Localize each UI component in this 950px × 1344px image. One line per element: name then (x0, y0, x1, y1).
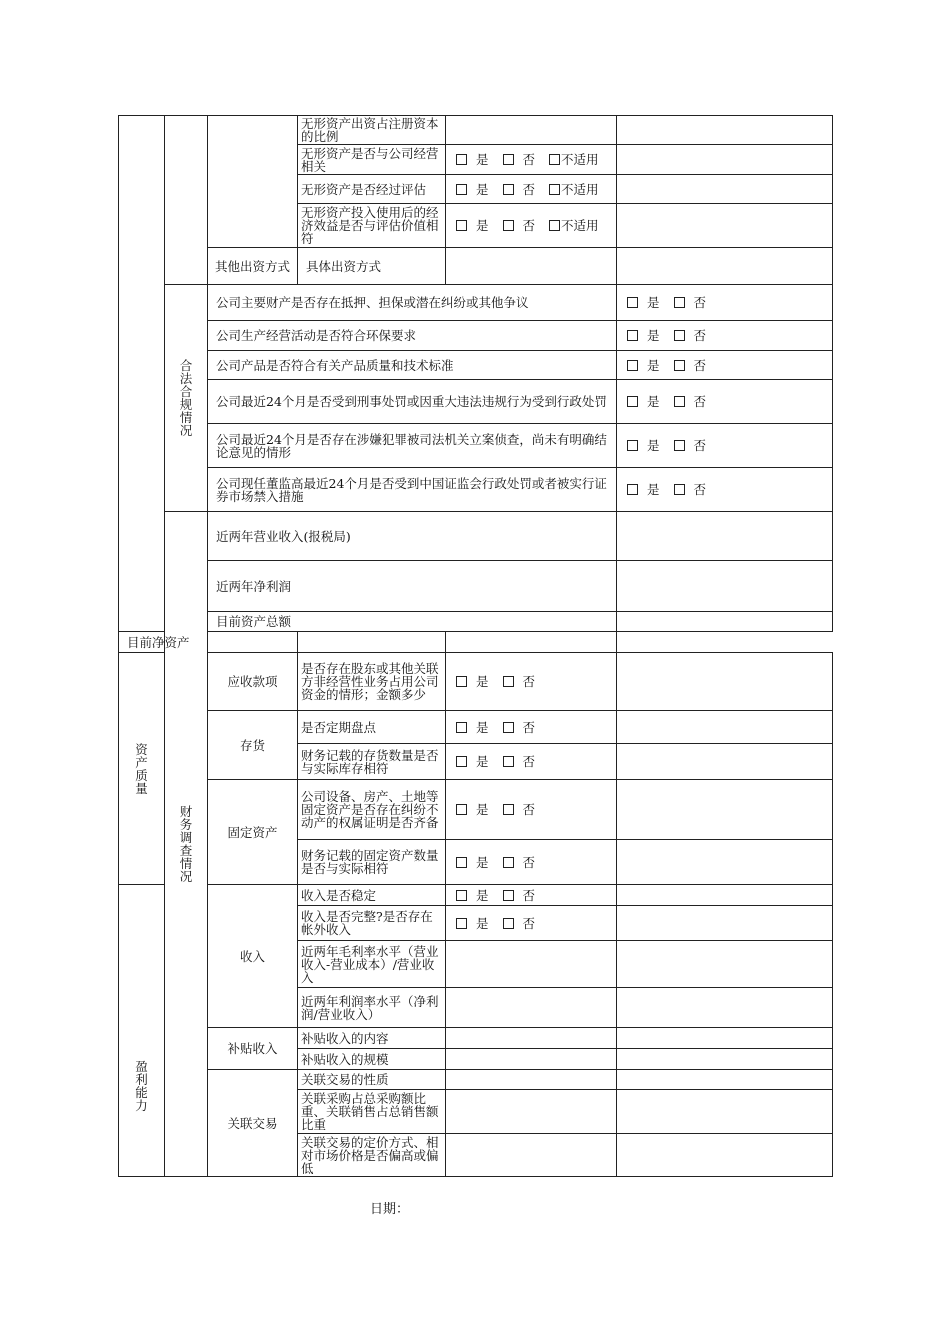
no-checkbox[interactable] (503, 918, 514, 929)
subsidy-item-2: 补贴收入的规模 (298, 1049, 446, 1070)
compliance-section-title: 合法合规情况 (165, 285, 208, 512)
fixed-assets-item-1-note[interactable] (617, 780, 833, 840)
yes-checkbox[interactable] (456, 756, 467, 767)
related-party-category: 关联交易 (208, 1070, 298, 1177)
related-party-item-2-input[interactable] (446, 1090, 617, 1134)
yes-checkbox[interactable] (627, 440, 638, 451)
top-section-cell (119, 116, 165, 632)
income-item-2-note[interactable] (617, 906, 833, 941)
yes-checkbox[interactable] (627, 330, 638, 341)
inventory-item-1-note[interactable] (617, 711, 833, 744)
due-diligence-table (118, 115, 833, 1177)
na-checkbox[interactable] (549, 184, 560, 195)
compliance-item-options: 是 否 (617, 351, 833, 380)
intangible-category-cell (208, 116, 298, 248)
related-party-item-3-note[interactable] (617, 1134, 833, 1177)
yes-checkbox[interactable] (456, 857, 467, 868)
compliance-item-label: 公司主要财产是否存在抵押、担保或潜在纠纷或其他争议 (208, 285, 617, 321)
income-category: 收入 (208, 885, 298, 1028)
receivables-category: 应收款项 (208, 653, 298, 711)
no-checkbox[interactable] (674, 360, 685, 371)
intangible-assessed-label: 无形资产是否经过评估 (298, 175, 446, 204)
no-checkbox[interactable] (503, 184, 514, 195)
yes-checkbox[interactable] (627, 360, 638, 371)
subsidy-item-1: 补贴收入的内容 (298, 1028, 446, 1049)
net-assets-note[interactable] (446, 632, 617, 653)
related-party-item-2-note[interactable] (617, 1090, 833, 1134)
other-contribution-label: 具体出资方式 (298, 248, 446, 285)
receivables-item: 是否存在股东或其他关联方非经营性业务占用公司资金的情形；金额多少 (298, 653, 446, 711)
no-checkbox[interactable] (674, 484, 685, 495)
other-contribution-input[interactable] (446, 248, 617, 285)
no-checkbox[interactable] (503, 220, 514, 231)
compliance-item-label: 公司产品是否符合有关产品质量和技术标准 (208, 351, 617, 380)
no-checkbox[interactable] (674, 330, 685, 341)
subsidy-category: 补贴收入 (208, 1028, 298, 1070)
fixed-assets-item-1-options: 是 否 (446, 780, 617, 840)
revenue-input[interactable] (617, 512, 833, 561)
compliance-item-options: 是 否 (617, 321, 833, 351)
income-item-4: 近两年利润率水平（净利润/营业收入） (298, 988, 446, 1028)
income-item-1: 收入是否稳定 (298, 885, 446, 906)
income-item-3: 近两年毛利率水平（营业收入-营业成本）/营业收入 (298, 941, 446, 988)
contribution-subsection-cell (165, 116, 208, 285)
yes-checkbox[interactable] (456, 918, 467, 929)
no-checkbox[interactable] (503, 756, 514, 767)
intangible-benefit-options: 是 否 不适用 (446, 204, 617, 248)
na-checkbox[interactable] (549, 220, 560, 231)
asset-quality-title: 资产质量 (119, 653, 165, 885)
revenue-label: 近两年营业收入(报税局) (208, 512, 617, 561)
inventory-category: 存货 (208, 711, 298, 780)
related-party-item-1-note[interactable] (617, 1070, 833, 1090)
yes-checkbox[interactable] (456, 154, 467, 165)
intangible-ratio-input[interactable] (446, 116, 617, 145)
na-checkbox[interactable] (549, 154, 560, 165)
no-checkbox[interactable] (674, 396, 685, 407)
no-checkbox[interactable] (503, 722, 514, 733)
no-checkbox[interactable] (503, 154, 514, 165)
no-checkbox[interactable] (674, 297, 685, 308)
intangible-related-note[interactable] (617, 145, 833, 175)
other-contribution-category: 其他出资方式 (208, 248, 298, 285)
yes-checkbox[interactable] (456, 890, 467, 901)
other-contribution-note[interactable] (617, 248, 833, 285)
income-item-3-note[interactable] (617, 941, 833, 988)
yes-checkbox[interactable] (456, 184, 467, 195)
intangible-related-label: 无形资产是否与公司经营相关 (298, 145, 446, 175)
subsidy-item-1-note[interactable] (617, 1028, 833, 1049)
receivables-options: 是 否 (446, 653, 617, 711)
inventory-item-2-options: 是 否 (446, 744, 617, 780)
inventory-item-2-note[interactable] (617, 744, 833, 780)
yes-checkbox[interactable] (627, 396, 638, 407)
finance-section-title: 财务调查情况 (165, 512, 208, 1177)
income-item-4-input[interactable] (446, 988, 617, 1028)
inventory-item-2: 财务记载的存货数量是否与实际库存相符 (298, 744, 446, 780)
profitability-title: 盈利能力 (119, 885, 165, 1177)
no-checkbox[interactable] (503, 676, 514, 687)
net-assets-label: 目前净资产 (119, 632, 298, 653)
no-checkbox[interactable] (503, 804, 514, 815)
compliance-item-options: 是 否 (617, 468, 833, 512)
no-checkbox[interactable] (503, 857, 514, 868)
income-item-1-note[interactable] (617, 885, 833, 906)
yes-checkbox[interactable] (627, 297, 638, 308)
yes-checkbox[interactable] (456, 722, 467, 733)
compliance-item-options: 是 否 (617, 380, 833, 424)
net-assets-input[interactable] (298, 632, 446, 653)
fixed-assets-category: 固定资产 (208, 780, 298, 885)
compliance-item-label: 公司生产经营活动是否符合环保要求 (208, 321, 617, 351)
subsidy-item-2-input[interactable] (446, 1049, 617, 1070)
no-checkbox[interactable] (674, 440, 685, 451)
related-party-item-3-input[interactable] (446, 1134, 617, 1177)
fixed-assets-item-2-note[interactable] (617, 840, 833, 885)
compliance-item-label: 公司最近24个月是否受到刑事处罚或因重大违法违规行为受到行政处罚 (208, 380, 617, 424)
total-assets-input[interactable] (617, 612, 833, 632)
intangible-assessed-options: 是 否 不适用 (446, 175, 617, 204)
yes-checkbox[interactable] (456, 220, 467, 231)
total-assets-label: 目前资产总额 (208, 612, 617, 632)
compliance-item-label: 公司现任董监高最近24个月是否受到中国证监会行政处罚或者被实行证券市场禁入措施 (208, 468, 617, 512)
fixed-assets-item-2: 财务记载的固定资产数量是否与实际相符 (298, 840, 446, 885)
related-party-item-3: 关联交易的定价方式、相对市场价格是否偏高或偏低 (298, 1134, 446, 1177)
yes-checkbox[interactable] (456, 804, 467, 815)
related-party-item-1: 关联交易的性质 (298, 1070, 446, 1090)
related-party-item-1-input[interactable] (446, 1070, 617, 1090)
intangible-ratio-note[interactable] (617, 116, 833, 145)
inventory-item-1-options: 是 否 (446, 711, 617, 744)
intangible-ratio-label: 无形资产出资占注册资本的比例 (298, 116, 446, 145)
subsidy-item-1-input[interactable] (446, 1028, 617, 1049)
intangible-related-options: 是 否 不适用 (446, 145, 617, 175)
no-checkbox[interactable] (503, 890, 514, 901)
yes-checkbox[interactable] (627, 484, 638, 495)
net-profit-label: 近两年净利润 (208, 561, 617, 612)
compliance-item-label: 公司最近24个月是否存在涉嫌犯罪被司法机关立案侦查，尚未有明确结论意见的情形 (208, 424, 617, 468)
income-item-4-note[interactable] (617, 988, 833, 1028)
income-item-3-input[interactable] (446, 941, 617, 988)
net-profit-input[interactable] (617, 561, 833, 612)
receivables-note[interactable] (617, 653, 833, 711)
compliance-item-options: 是 否 (617, 424, 833, 468)
yes-checkbox[interactable] (456, 676, 467, 687)
income-item-2-options: 是 否 (446, 906, 617, 941)
income-item-1-options: 是 否 (446, 885, 617, 906)
intangible-benefit-note[interactable] (617, 204, 833, 248)
fixed-assets-item-1: 公司设备、房产、土地等固定资产是否存在纠纷不动产的权属证明是否齐备 (298, 780, 446, 840)
inventory-item-1: 是否定期盘点 (298, 711, 446, 744)
compliance-item-options: 是 否 (617, 285, 833, 321)
subsidy-item-2-note[interactable] (617, 1049, 833, 1070)
intangible-assessed-note[interactable] (617, 175, 833, 204)
date-label: 日期： (370, 1202, 410, 1217)
related-party-item-2: 关联采购占总采购额比重、关联销售占总销售额比重 (298, 1090, 446, 1134)
fixed-assets-item-2-options: 是 否 (446, 840, 617, 885)
intangible-benefit-label: 无形资产投入使用后的经济效益是否与评估价值相符 (298, 204, 446, 248)
income-item-2: 收入是否完整?是否存在帐外收入 (298, 906, 446, 941)
